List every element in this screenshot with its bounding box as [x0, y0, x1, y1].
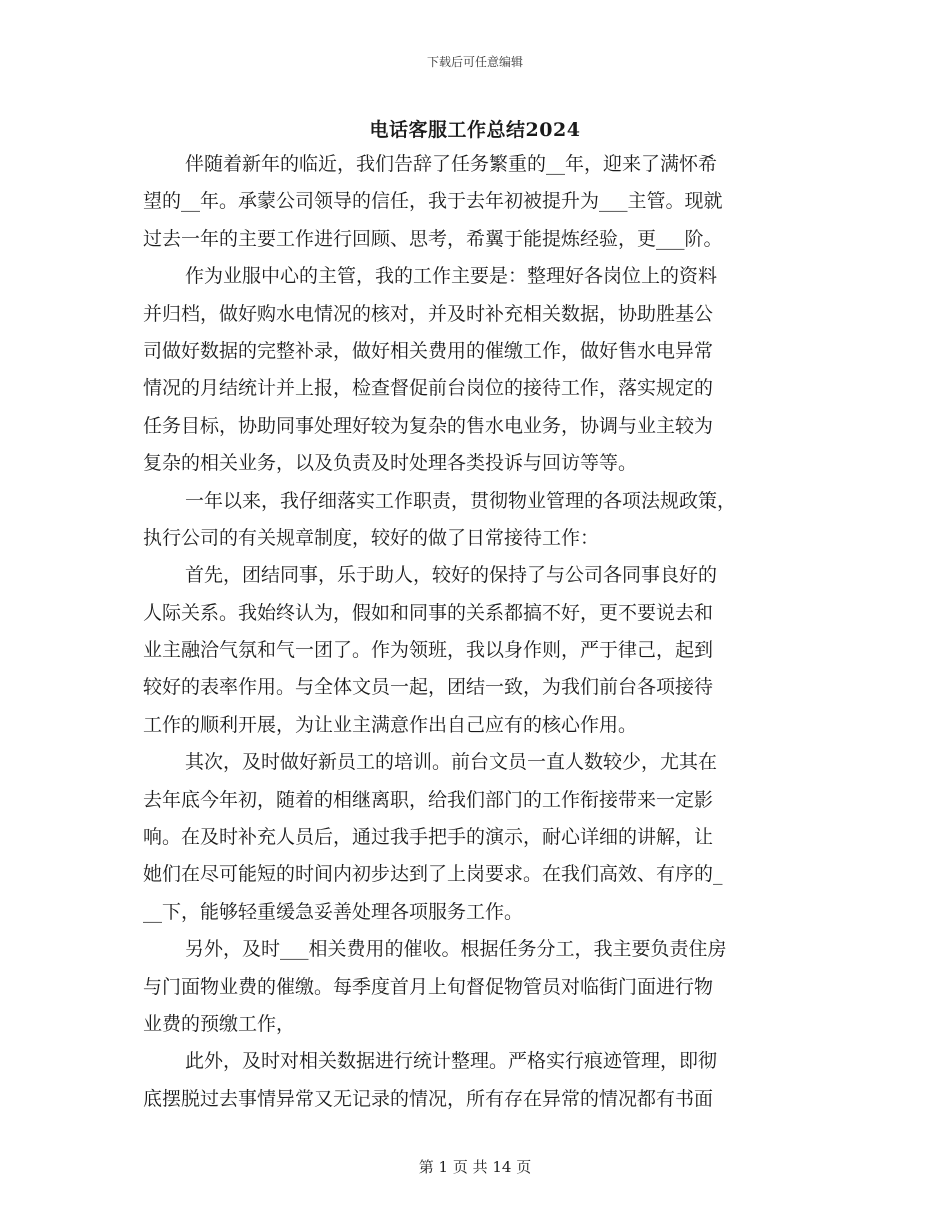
document-body — [143, 146, 803, 1118]
body-line: 望的__年。承蒙公司领导的信任，我于去年初被提升为___主管。现就 — [143, 190, 723, 213]
body-line: 较好的表率作用。与全体文员一起，团结一致，为我们前台各项接待 — [143, 676, 714, 699]
body-line: 伴随着新年的临近，我们告辞了任务繁重的__年，迎来了满怀希 — [185, 153, 718, 175]
body-line: 她们在尽可能短的时间内初步达到了上岗要求。在我们高效、有序的_ — [143, 863, 723, 886]
body-line: 一年以来，我仔细落实工作职责，贯彻物业管理的各项法规政策， — [185, 489, 737, 512]
body-line: 工作的顺利开展，为让业主满意作出自己应有的核心作用。 — [143, 713, 638, 736]
body-line: 去年底今年初，随着的相继离职，给我们部门的工作衔接带来一定影 — [143, 788, 714, 811]
page-footer-number: 第 1 页 共 14 页 — [418, 1158, 532, 1176]
body-line: 响。在及时补充人员后，通过我手把手的演示，耐心详细的讲解，让 — [143, 826, 714, 849]
body-line: 此外，及时对相关数据进行统计整理。严格实行痕迹管理，即彻 — [185, 1050, 718, 1073]
body-line: 业费的预缴工作， — [143, 1012, 296, 1035]
body-line: 业主融洽气氛和气一团了。作为领班，我以身作则，严于律己，起到 — [143, 639, 714, 662]
body-line: 复杂的相关业务，以及负责及时处理各类投诉与回访等等。 — [143, 452, 638, 475]
body-line: 与门面物业费的催缴。每季度首月上旬督促物管员对临街门面进行物 — [143, 975, 714, 998]
body-line: 其次，及时做好新员工的培训。前台文员一直人数较少，尤其在 — [185, 751, 718, 774]
page-header-note: 下载后可任意编辑 — [426, 55, 523, 69]
body-line: 执行公司的有关规章制度，较好的做了日常接待工作： — [143, 526, 600, 549]
body-line: 任务目标，协助同事处理好较为复杂的售水电业务，协调与业主较为 — [143, 414, 714, 437]
body-line: 另外，及时___相关费用的催收。根据任务分工，我主要负责住房 — [185, 938, 727, 961]
body-line: 首先，团结同事，乐于助人，较好的保持了与公司各同事良好的 — [185, 564, 718, 587]
document-title: 电话客服工作总结2024 — [369, 119, 581, 141]
body-line: 底摆脱过去事情异常又无记录的情况，所有存在异常的情况都有书面 — [143, 1087, 714, 1110]
body-line: 并归档，做好购水电情况的核对，并及时补充相关数据，协助胜基公 — [143, 302, 714, 325]
body-line: __下，能够轻重缓急妥善处理各项服务工作。 — [143, 900, 524, 923]
body-line: 作为业服中心的主管，我的工作主要是：整理好各岗位上的资料 — [185, 265, 718, 288]
body-line: 情况的月结统计并上报，检查督促前台岗位的接待工作，落实规定的 — [143, 377, 714, 400]
body-line: 过去一年的主要工作进行回顾、思考，希翼于能提炼经验，更___阶。 — [143, 227, 723, 250]
body-line: 人际关系。我始终认为，假如和同事的关系都搞不好，更不要说去和 — [143, 601, 714, 624]
body-line: 司做好数据的完整补录，做好相关费用的催缴工作，做好售水电异常 — [143, 339, 714, 362]
